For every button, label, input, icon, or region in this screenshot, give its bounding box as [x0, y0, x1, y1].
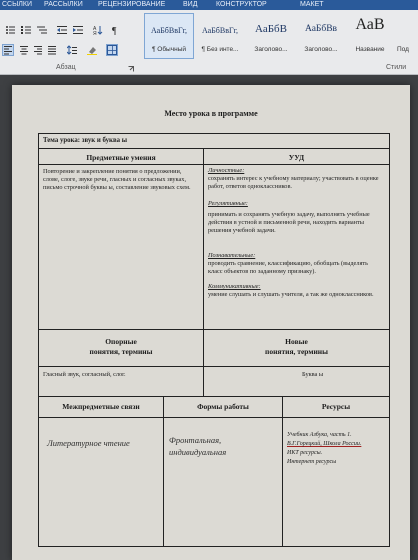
show-marks-icon[interactable]	[110, 24, 122, 36]
tab-mailings[interactable]: РАССЫЛКИ	[44, 1, 83, 8]
style-heading-1[interactable]: АаБбВ Заголово...	[254, 23, 288, 53]
tab-layout[interactable]: МАКЕТ	[300, 1, 324, 8]
tab-view[interactable]: ВИД	[183, 1, 198, 8]
uud-regulative-title: Регулятивные:	[208, 200, 248, 207]
uud-communicative-text: умение слушать и слушать учителя, а так же одноклассников.	[208, 291, 374, 298]
align-left-icon[interactable]	[2, 44, 14, 56]
borders-icon[interactable]	[106, 44, 118, 56]
subject-skills-text: Повторение и закрепление понятия о предложении, слове, слоге, звуке речи, гласных и согласных звуках, письмо строчной буквы ы, составление звуковых схем.	[43, 168, 191, 191]
styles-gallery	[144, 13, 418, 59]
table-rule	[39, 329, 389, 330]
sort-icon[interactable]	[92, 24, 104, 36]
uud-personal-title: Личностные:	[208, 167, 245, 174]
style-normal[interactable]: АаБбВвГг, ¶ Обычный	[144, 13, 194, 59]
uud-cognitive-text: проводить сравнение, классификацию, обобщать (выделять класс объектов по заданному признаку).	[208, 260, 368, 275]
svg-text:A: A	[93, 26, 97, 32]
align-center-icon[interactable]	[18, 44, 30, 56]
paragraph-toolbar-bottom	[0, 42, 140, 56]
page-title: Место урока в программе	[164, 109, 258, 118]
subject-skills-header: Предметные умения	[86, 153, 156, 162]
numbering-icon[interactable]	[20, 24, 32, 36]
bullets-icon[interactable]	[4, 24, 16, 36]
table-rule	[39, 164, 389, 165]
work-forms-value-2: индивидуальная	[169, 447, 227, 457]
justify-icon[interactable]	[46, 44, 58, 56]
svg-text:¶: ¶	[112, 26, 117, 35]
basic-concepts-value: Гласный звук, согласный, слог.	[43, 371, 126, 378]
uud-cognitive-title: Познавательные:	[208, 252, 256, 259]
interdisciplinary-value: Литературное чтение	[47, 438, 130, 448]
lesson-topic: Тема урока: звук и буква ы	[43, 137, 128, 144]
paragraph-toolbar-top	[0, 22, 140, 36]
uud-regulative-text: принимать и сохранять учебную задачу, выполнять учебные действия в устной и письменной речи, находить варианты решения учебной задачи.	[208, 211, 370, 234]
tab-review[interactable]: РЕЦЕНЗИРОВАНИЕ	[98, 1, 166, 8]
document-page[interactable]	[12, 85, 410, 560]
shading-icon[interactable]	[86, 44, 98, 56]
table-rule	[282, 396, 283, 546]
table-rule	[39, 148, 389, 149]
multilevel-list-icon[interactable]	[36, 24, 48, 36]
style-subtitle[interactable]: Под	[397, 46, 409, 53]
decrease-indent-icon[interactable]	[56, 24, 68, 36]
work-forms-value-1: Фронтальная,	[169, 435, 222, 445]
resources-line-3: ИКТ ресурсы.	[287, 450, 323, 456]
svg-text:Я: Я	[93, 31, 97, 35]
new-concepts-header: Новые понятия, термины	[265, 337, 328, 356]
work-forms-header: Формы работы	[197, 402, 249, 411]
table-rule	[39, 366, 389, 367]
ribbon	[0, 0, 418, 75]
table-rule	[39, 396, 389, 397]
basic-concepts-header: Опорные понятия, термины	[89, 337, 153, 356]
resources-header: Ресурсы	[321, 402, 351, 411]
document-area	[0, 75, 418, 560]
resources-line-1: Учебник Азбука, часть 1.	[287, 432, 352, 438]
styles-group-label: Стили	[386, 64, 407, 71]
paragraph-group-label: Абзац	[56, 64, 76, 71]
style-heading-2[interactable]: АаБбВв Заголово...	[304, 24, 338, 53]
ribbon-tab-bar	[0, 0, 418, 10]
dialog-launcher-icon[interactable]	[128, 66, 134, 72]
tab-design[interactable]: КОНСТРУКТОР	[216, 1, 267, 8]
uud-personal-text: сохранять интерес к учебному материалу; участвовать в оценке работ, ответов одноклассников.	[208, 175, 379, 190]
style-title[interactable]: АаВ Название	[355, 16, 385, 53]
table-rule	[163, 396, 164, 546]
uud-header: УУД	[288, 153, 305, 162]
resources-line-2: В.Г.Горецкий, Школа России.	[287, 441, 362, 447]
align-right-icon[interactable]	[32, 44, 44, 56]
new-concepts-value: Буква ы	[302, 371, 324, 378]
uud-communicative-title: Коммуникативные:	[208, 283, 261, 290]
style-no-spacing[interactable]: АаБбВвГг, ¶ Без инте...	[201, 26, 239, 53]
tab-references[interactable]: ССЫЛКИ	[2, 1, 33, 8]
table-rule	[203, 148, 204, 396]
resources-line-4: Интернет ресурсы	[287, 459, 337, 465]
increase-indent-icon[interactable]	[72, 24, 84, 36]
table-rule	[39, 417, 389, 418]
interdisciplinary-header: Межпредметные связи	[62, 402, 140, 411]
lesson-table	[38, 133, 390, 547]
line-spacing-icon[interactable]	[66, 44, 78, 56]
